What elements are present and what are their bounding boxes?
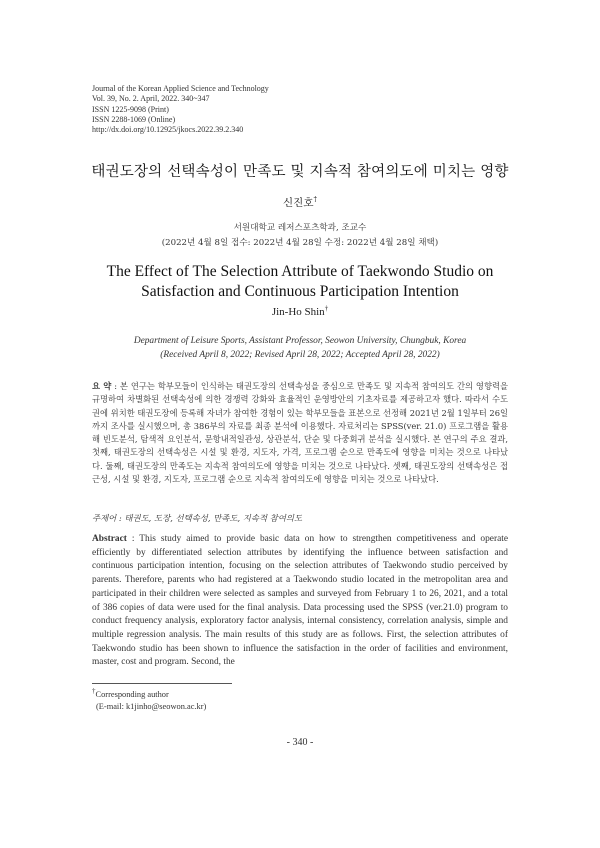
english-title-line2: Satisfaction and Continuous Participation Intention bbox=[141, 283, 459, 300]
issn-online: ISSN 2288-1069 (Online) bbox=[92, 114, 176, 124]
footnote-line1 bbox=[92, 689, 206, 701]
korean-affiliation-block bbox=[0, 221, 600, 251]
korean-author-name: 신진호 bbox=[283, 197, 314, 209]
english-abstract bbox=[92, 533, 508, 670]
korean-affiliation: 서원대학교 레저스포츠학과, 조교수 bbox=[233, 223, 367, 233]
english-dates: (Received April 8, 2022; Revised April 28, 2022; Accepted April 28, 2022) bbox=[160, 350, 440, 360]
journal-info bbox=[92, 84, 269, 135]
korean-abstract-label: 요 약 bbox=[92, 381, 112, 391]
korean-dates: (2022년 4월 8일 접수: 2022년 4월 28일 수정: 2022년 4월 28일 채택) bbox=[161, 238, 439, 248]
english-affiliation-block bbox=[0, 334, 600, 362]
english-abstract-label: Abstract bbox=[92, 534, 127, 544]
korean-abstract bbox=[92, 380, 508, 486]
english-abstract-text: : This study aimed to provide basic data on how to strengthen competitiveness and operate efficiently by differentiated selection attributes by identifying the influence between satisfaction and continuous participation intention, focusing on the selection attributes of Taekwondo studio perceived by parents. Therefore, parents who had registered at a Taekwondo studio located in the metropolitan area and participated in their children were selected as samples and surveyed from February 1 to 26, 2021, and a total of 386 copies of data were used for the final analysis. Data processing used the SPSS (ver.21.0) program to conduct frequency analysis, exploratory factor analysis, internal consistency, correlation analysis, simple and multiple regression analysis. The main results of this study are as follows. First, the selection attributes of Taekwondo studio has been shown to influence the satisfaction in the order of facilities and environment, master, cost and program. Second, the bbox=[92, 534, 508, 668]
issn-print: ISSN 1225-9098 (Print) bbox=[92, 104, 169, 114]
footnote bbox=[92, 689, 206, 713]
journal-volume: Vol. 39, No. 2. April, 2022. 340~347 bbox=[92, 94, 210, 104]
korean-keywords: 주제어 : 태권도, 도장, 선택속성, 만족도, 지속적 참여의도 bbox=[92, 513, 303, 523]
page-number: - 340 - bbox=[286, 737, 314, 748]
korean-abstract-text: : 본 연구는 학부모들이 인식하는 태권도장의 선택속성을 중심으로 만족도 및 지속적 참여의도 간의 영향력을 규명하여 차별화된 선택속성에 의한 경쟁력 강화와 효율적인 운영방안의 기초자료를 제공하고자 했다. 따라서 수도권에 위치한 태권도장에 등록해 자녀가 참여한 경험이 있는 학부모들을 표본으로 선정해 2021년 2월 1일부터 26일까지 조사를 실시했으며, 총 386부의 자료를 최종 분석에 이용했다. 자료처리는 SPSS(ver. 21.0) 프로그램을 활용해 빈도분석, 탐색적 요인분석, 문항내적일관성, 상관분석, 단순 및 다중회귀 분석을 실시했다. 본 연구의 주요 결과, 첫째, 태권도장의 선택속성은 시설 및 환경, 지도자, 가격, 프로그램 순으로 만족도에 영향을 미치는 것으로 나타났다. 둘째, 태권도장의 만족도는 지속적 참여의도에 영향을 미치는 것으로 나타났다. 셋째, 태권도장의 선택속성은 접근성, 시설 및 환경, 지도자, 프로그램 순으로 지속적 참여의도에 영향을 미치는 것으로 나타났다. bbox=[92, 381, 508, 485]
english-author bbox=[0, 306, 600, 318]
korean-author bbox=[0, 195, 600, 210]
english-title bbox=[0, 262, 600, 302]
english-author-name: Jin-Ho Shin bbox=[271, 306, 325, 318]
footnote-divider bbox=[92, 683, 232, 684]
footnote-label: Corresponding author bbox=[95, 690, 169, 699]
footnote-mark: † bbox=[92, 687, 96, 696]
english-title-line1: The Effect of The Selection Attribute of Taekwondo Studio on bbox=[106, 263, 494, 280]
journal-name: Journal of the Korean Applied Science and Technology bbox=[92, 84, 269, 93]
korean-author-mark: † bbox=[313, 195, 317, 204]
english-affiliation: Department of Leisure Sports, Assistant Professor, Seowon University, Chungbuk, Korea bbox=[133, 336, 467, 346]
footnote-email: (E-mail: k1jinho@seowon.ac.kr) bbox=[96, 702, 207, 711]
doi-link[interactable]: http://dx.doi.org/10.12925/jkocs.2022.39.2.340 bbox=[92, 125, 244, 135]
korean-title: 태권도장의 선택속성이 만족도 및 지속적 참여의도에 미치는 영향 bbox=[91, 164, 509, 180]
english-author-mark: † bbox=[324, 304, 329, 313]
